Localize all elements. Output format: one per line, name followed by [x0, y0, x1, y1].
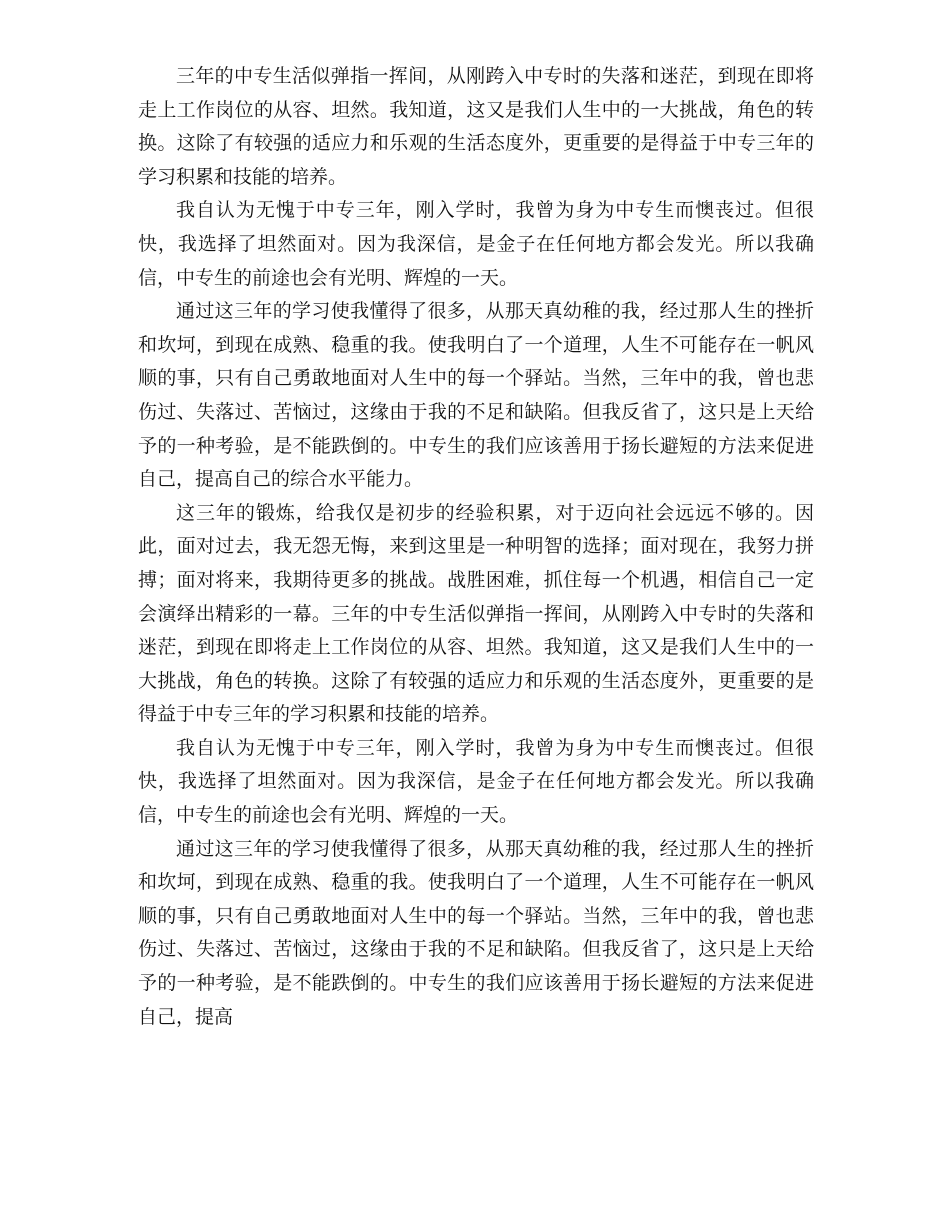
paragraph-5: 我自认为无愧于中专三年，刚入学时，我曾为身为中专生而懊丧过。但很快，我选择了坦然面对。因为我深信，是金子在任何地方都会发光。所以我确信，中专生的前途也会有光明、辉煌的一天。 — [138, 736, 814, 827]
paragraph-2: 我自认为无愧于中专三年，刚入学时，我曾为身为中专生而懊丧过。但很快，我选择了坦然面对。因为我深信，是金子在任何地方都会发光。所以我确信，中专生的前途也会有光明、辉煌的一天。 — [138, 199, 814, 289]
paragraph-4: 这三年的锻炼，给我仅是初步的经验积累，对于迈向社会远远不够的。因此，面对过去，我无怨无悔，来到这里是一种明智的选择；面对现在，我努力拼搏；面对将来，我期待更多的挑战。战胜困难，抓住每一个机遇，相信自己一定会演绎出精彩的一幕。三年的中专生活似弹指一挥间，从刚跨入中专时的失落和迷茫，到现在即将走上工作岗位的从容、坦然。我知道，这又是我们人生中的一大挑战，角色的转换。这除了有较强的适应力和乐观的生活态度外，更重要的是得益于中专三年的学习积累和技能的培养。 — [138, 501, 814, 726]
document-page — [138, 60, 814, 1034]
paragraph-3: 通过这三年的学习使我懂得了很多，从那天真幼稚的我，经过那人生的挫折和坎坷，到现在成熟、稳重的我。使我明白了一个道理，人生不可能存在一帆风顺的事，只有自己勇敢地面对人生中的每一个驿站。当然，三年中的我，曾也悲伤过、失落过、苦恼过，这缘由于我的不足和缺陷。但我反省了，这只是上天给予的一种考验，是不能跌倒的。中专生的我们应该善用于扬长避短的方法来促进自己，提高自己的综合水平能力。 — [138, 300, 814, 491]
paragraph-6: 通过这三年的学习使我懂得了很多，从那天真幼稚的我，经过那人生的挫折和坎坷，到现在成熟、稳重的我。使我明白了一个道理，人生不可能存在一帆风顺的事，只有自己勇敢地面对人生中的每一个驿站。当然，三年中的我，曾也悲伤过、失落过、苦恼过，这缘由于我的不足和缺陷。但我反省了，这只是上天给予的一种考验，是不能跌倒的。中专生的我们应该善用于扬长避短的方法来促进自己，提高 — [138, 837, 814, 1028]
paragraph-1: 三年的中专生活似弹指一挥间，从刚跨入中专时的失落和迷茫，到现在即将走上工作岗位的从容、坦然。我知道，这又是我们人生中的一大挑战，角色的转换。这除了有较强的适应力和乐观的生活态度外，更重要的是得益于中专三年的学习积累和技能的培养。 — [138, 65, 814, 188]
